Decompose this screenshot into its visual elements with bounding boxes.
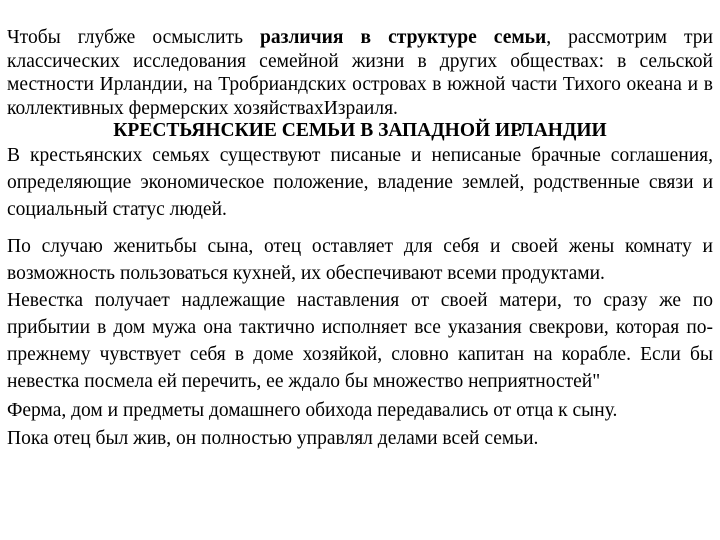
paragraph-son-marriage: По случаю женитьбы сына, отец оставляет для себя и своей жены комнату и возможность пользоваться кухней, их обеспечивают всеми продуктами. bbox=[7, 236, 713, 284]
intro-emphasis: различия в структуре семьи bbox=[260, 27, 547, 48]
paragraph-daughter-in-law: Невестка получает надлежащие наставления от своей матери, то сразу же по прибытии в дом мужа она тактично исполняет все указания свекрови, которая по-прежнему чувствует себя в доме хозяйкой, словно капитан на корабле. Если бы невестка посмела ей перечить, ее ждало бы множество неприятностей" bbox=[7, 290, 713, 392]
intro-text-start: Чтобы глубже осмыслить bbox=[7, 27, 261, 48]
paragraph-father-control: Пока отец был жив, он полностью управлял делами всей семьи. bbox=[7, 428, 539, 449]
intro-paragraph bbox=[7, 26, 713, 120]
paragraph-marriage-agreements: В крестьянских семьях существуют писаные и неписаные брачные соглашения, определяющие экономическое положение, владение землей, родственные связи и социальный статус людей. bbox=[7, 145, 713, 220]
section-heading: КРЕСТЬЯНСКИЕ СЕМЬИ В ЗАПАДНОЙ ИРЛАНДИИ bbox=[113, 120, 607, 141]
intro-text-end: , рассмотрим три классических исследования семейной жизни в других обществах: в сельской местности Ирландии, на Тробриандских островах в южной части Тихого океана и в коллективных фермерских хозяйствахИзраиля. bbox=[7, 27, 713, 119]
document-page bbox=[7, 26, 713, 453]
paragraph-farm-inheritance: Ферма, дом и предметы домашнего обихода передавались от отца к сыну. bbox=[7, 400, 618, 421]
